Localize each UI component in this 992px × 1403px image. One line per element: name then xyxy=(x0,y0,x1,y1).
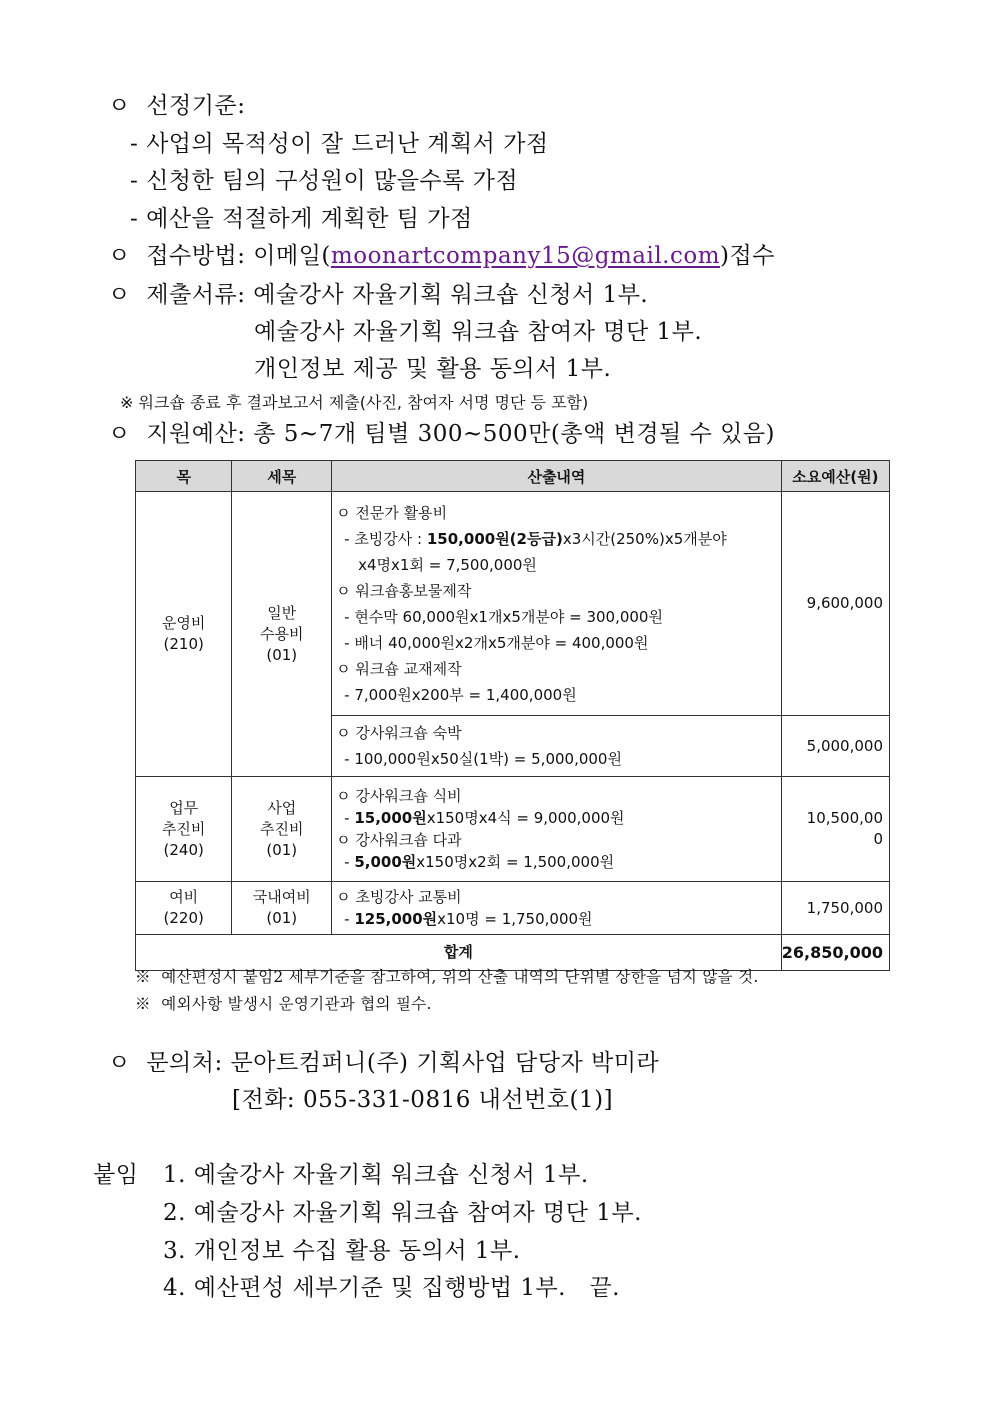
detail-line: x4명x1회 = 7,500,000원 xyxy=(358,555,537,574)
documents-item-1: 예술강사 자율기획 워크숍 신청서 1부. xyxy=(253,282,649,308)
semok-cell xyxy=(232,777,332,882)
criteria-item-1: - 사업의 목적성이 잘 드러난 계획서 가점 xyxy=(130,131,549,157)
semok-code: (01) xyxy=(266,840,298,859)
budget-line: ㅇ 지원예산: 총 5~7개 팀별 300~500만(총액 변경될 수 있음) xyxy=(108,421,776,447)
detail-line: ㅇ 강사워크숍 숙박 xyxy=(336,724,462,742)
documents-label: ㅇ 제출서류: xyxy=(108,282,254,308)
mok-name-2: 추진비 xyxy=(161,819,206,838)
amount-cell: 5,000,000 xyxy=(781,716,889,777)
detail-cell xyxy=(332,716,782,777)
table-row xyxy=(136,777,890,882)
budget-note-1: ※ 예산편성시 붙임2 세부기준을 참고하여, 위의 산출 내역의 단위별 상한을 넘지 않을 것. xyxy=(135,968,759,986)
semok-code: (01) xyxy=(266,645,298,664)
documents-note: ※ 워크숍 종료 후 결과보고서 제출(사진, 참여자 서명 명단 등 포함) xyxy=(120,393,589,412)
documents-item-2: 예술강사 자율기획 워크숍 참여자 명단 1부. xyxy=(254,319,703,345)
detail-line: - 7,000원x200부 = 1,400,000원 xyxy=(344,685,577,704)
attachment-item: 3. 개인정보 수집 활용 동의서 1부. xyxy=(163,1238,521,1264)
criteria-item-3: - 예산을 적절하게 계획한 팀 가점 xyxy=(130,206,473,232)
amount-part-2: 0 xyxy=(873,830,883,848)
mok-name: 여비 xyxy=(169,888,199,906)
budget-note-2: ※ 예외사항 발생시 운영기관과 협의 필수. xyxy=(135,995,432,1013)
detail-line: - 초빙강사 : 150,000원(2등급)x3시간(250%)x5개분야 xyxy=(344,529,727,548)
attachment-item: 4. 예산편성 세부기준 및 집행방법 1부. 끝. xyxy=(163,1275,620,1301)
header-detail: 산출내역 xyxy=(332,461,782,492)
semok-cell xyxy=(232,882,332,935)
detail-line: - 100,000원x50실(1박) = 5,000,000원 xyxy=(344,750,622,768)
attachment-item: 2. 예술강사 자율기획 워크숍 참여자 명단 1부. xyxy=(163,1200,642,1226)
detail-line: - 15,000원x150명x4식 = 9,000,000원 xyxy=(344,809,625,827)
semok-name: 국내여비 xyxy=(252,888,311,906)
semok-code: (01) xyxy=(266,909,298,927)
documents-item-3: 개인정보 제공 및 활용 동의서 1부. xyxy=(254,356,612,382)
semok-name-1: 사업 xyxy=(267,798,297,817)
mok-code: (210) xyxy=(163,635,204,653)
total-label: 합계 xyxy=(136,935,782,971)
receipt-suffix: )접수 xyxy=(720,243,775,269)
detail-cell xyxy=(332,777,782,882)
table-row xyxy=(136,492,890,716)
total-amount: 26,850,000 xyxy=(781,935,889,971)
detail-cell xyxy=(332,882,782,935)
mok-cell xyxy=(136,492,232,777)
detail-line: ㅇ 워크숍 교재제작 xyxy=(336,659,462,678)
receipt-prefix: ㅇ 접수방법: 이메일( xyxy=(108,243,331,269)
semok-cell xyxy=(232,492,332,777)
mok-cell xyxy=(136,777,232,882)
amount-cell xyxy=(781,777,889,882)
documents-line xyxy=(108,280,648,310)
table-header-row xyxy=(136,461,890,492)
detail-line: ㅇ 강사워크숍 다과 xyxy=(336,831,462,849)
detail-line: - 125,000원x10명 = 1,750,000원 xyxy=(344,910,593,928)
detail-line: ㅇ 강사워크숍 식비 xyxy=(336,787,462,805)
table-row xyxy=(136,882,890,935)
budget-table xyxy=(135,460,890,971)
amount-part-1: 10,500,00 xyxy=(806,809,883,827)
criteria-label: ㅇ 선정기준: xyxy=(108,93,246,119)
criteria-item-2: - 신청한 팀의 구성원이 많을수록 가점 xyxy=(130,168,519,194)
header-mok: 목 xyxy=(136,461,232,492)
detail-line: ㅇ 워크숍홍보물제작 xyxy=(336,581,472,600)
semok-name-2: 추진비 xyxy=(260,819,304,838)
detail-line: - 배너 40,000원x2개x5개분야 = 400,000원 xyxy=(344,633,649,652)
detail-line: - 5,000원x150명x2회 = 1,500,000원 xyxy=(344,853,615,871)
attachments-label: 붙임 xyxy=(93,1162,139,1188)
attachment-item: 1. 예술강사 자율기획 워크숍 신청서 1부. xyxy=(163,1162,589,1188)
email-link[interactable]: moonartcompany15@gmail.com xyxy=(330,243,721,269)
amount-cell: 1,750,000 xyxy=(781,882,889,935)
contact-phone: [전화: 055-331-0816 내선번호(1)] xyxy=(232,1087,614,1113)
header-amount: 소요예산(원) xyxy=(781,461,889,492)
mok-name-1: 업무 xyxy=(169,798,199,817)
mok-cell xyxy=(136,882,232,935)
mok-code: (220) xyxy=(163,909,204,927)
amount-cell: 9,600,000 xyxy=(781,492,889,716)
detail-cell xyxy=(332,492,782,716)
receipt-line xyxy=(108,241,775,271)
semok-name-2: 수용비 xyxy=(260,624,304,643)
detail-line: - 현수막 60,000원x1개x5개분야 = 300,000원 xyxy=(344,607,663,626)
detail-line: ㅇ 초빙강사 교통비 xyxy=(336,888,462,906)
mok-code: (240) xyxy=(163,840,204,859)
contact-line: ㅇ 문의처: 문아트컴퍼니(주) 기획사업 담당자 박미라 xyxy=(108,1050,660,1076)
mok-name: 운영비 xyxy=(161,614,206,632)
header-semok: 세목 xyxy=(232,461,332,492)
semok-name-1: 일반 xyxy=(267,603,297,622)
detail-line: ㅇ 전문가 활용비 xyxy=(336,503,448,522)
